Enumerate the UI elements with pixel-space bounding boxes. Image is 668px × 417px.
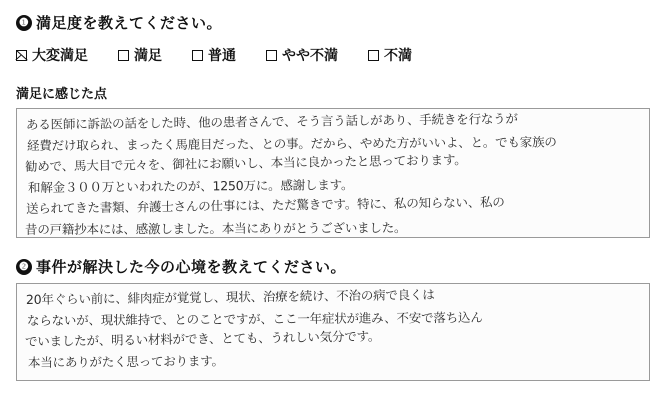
question-2-block xyxy=(16,256,650,381)
question-1-heading xyxy=(16,12,650,33)
handwritten-line: 勧めで、馬大目で元々を、御社にお願いし、本当に良かったと思っております。 xyxy=(24,152,467,174)
handwritten-line: 本当にありがたく思っております。 xyxy=(27,353,224,370)
checkbox-icon[interactable] xyxy=(266,50,277,61)
handwritten-line: でいましたが、明るい材料ができ、とても、うれしい気分です。 xyxy=(24,328,381,349)
checkbox-icon[interactable] xyxy=(192,50,203,61)
handwritten-line: ならないが、現状維持で、とのことですが、ここ一年症状が進み、不安で落ち込ん xyxy=(26,309,483,328)
handwritten-answer-2 xyxy=(17,284,649,380)
choice-label: やや不満 xyxy=(282,47,338,63)
choice-dissatisfied[interactable] xyxy=(368,45,412,65)
choice-label: 不満 xyxy=(384,47,412,63)
checkbox-icon[interactable] xyxy=(368,50,379,61)
question-1-number: ❶ xyxy=(16,15,32,31)
handwritten-line: 昔の戸籍抄本には、感激しました。本当にありがとうございました。 xyxy=(24,220,407,237)
choice-label: 満足 xyxy=(134,47,162,63)
question-2-heading xyxy=(16,256,650,277)
choice-very-satisfied[interactable] xyxy=(16,45,88,65)
handwritten-line: 20年ぐらい前に、緋肉症が覚覚し、現状、治療を続け、不治の病で良くは xyxy=(25,286,435,307)
handwritten-answer-1 xyxy=(17,109,649,237)
choice-label: 大変満足 xyxy=(32,47,88,63)
question-2-answer-area xyxy=(16,283,650,381)
checkbox-icon[interactable] xyxy=(118,50,129,61)
handwritten-line: 和解金３００万といわれたのが、1250万に。感謝します。 xyxy=(27,177,354,195)
choice-neutral[interactable] xyxy=(192,45,236,65)
question-1-answer-area xyxy=(16,108,650,238)
choice-label: 普通 xyxy=(208,47,236,63)
question-2-text: 事件が解決した今の心境を教えてください。 xyxy=(36,259,347,276)
choice-slightly-dissatisfied[interactable] xyxy=(266,45,338,65)
handwritten-line: 送られてきた書類、弁護士さんの仕事には、ただ驚きです。特に、私の知らない、私の xyxy=(25,194,505,216)
question-1-text: 満足度を教えてください。 xyxy=(36,15,223,32)
handwritten-line: ある医師に訴訟の話をした時、他の患者さんで、そう言う話しがあり、手続きを行なうが xyxy=(25,110,518,132)
handwritten-line: 経費だけ取られ、まったく馬鹿目だった、との事。だから、やめた方がいいよ、と。でも家族の xyxy=(26,134,557,153)
satisfaction-choices xyxy=(16,45,650,65)
question-1-subheading: 満足に感じた点 xyxy=(16,86,108,101)
question-2-number: ❷ xyxy=(16,259,32,275)
checkbox-checked-icon[interactable] xyxy=(16,50,27,61)
choice-satisfied[interactable] xyxy=(118,45,162,65)
